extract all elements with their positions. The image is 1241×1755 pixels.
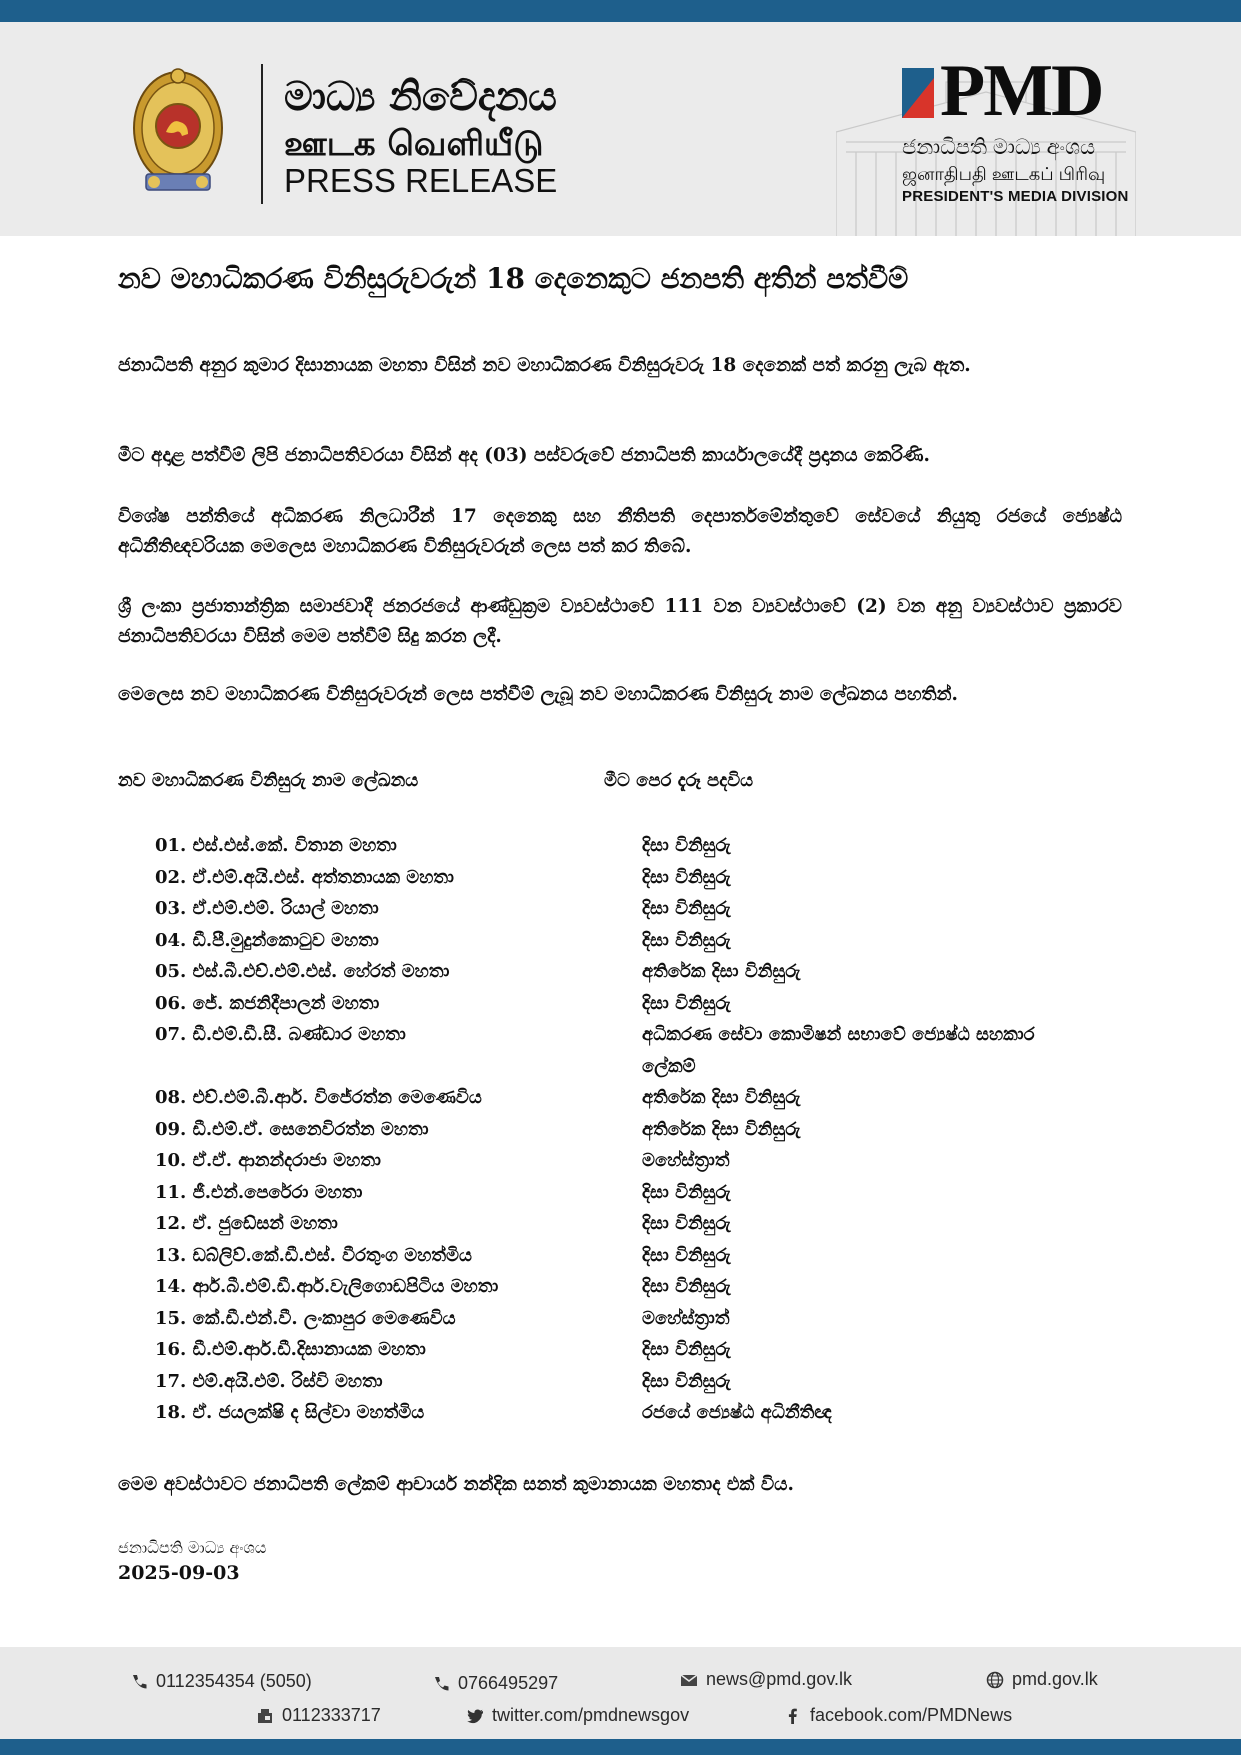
list-item — [0, 1208, 1241, 1240]
phone-icon — [432, 1675, 450, 1693]
judge-list — [0, 830, 1241, 1429]
list-item — [0, 1240, 1241, 1272]
website-text: pmd.gov.lk — [1012, 1669, 1098, 1689]
list-item — [0, 925, 1241, 957]
phone-icon — [130, 1673, 148, 1691]
judge-name: 01. එස්.එස්.කේ. විතාන මහතා — [155, 835, 397, 856]
pmd-name-english: PRESIDENT'S MEDIA DIVISION — [902, 188, 1129, 205]
previous-position: දිසා විනිසුරු — [642, 866, 731, 888]
footer-facebook[interactable] — [784, 1705, 1012, 1726]
twitter-text: twitter.com/pmdnewsgov — [492, 1705, 690, 1725]
judge-name: 18. ඒ. ජයලක්ෂි ද සිල්වා මහත්මිය — [155, 1402, 425, 1423]
judge-name: 12. ඒ. ජුඩේසන් මහතා — [155, 1213, 338, 1234]
list-item — [0, 1334, 1241, 1366]
judge-name: 04. ඩී.පී.මුදුන්කොටුව මහතා — [155, 929, 379, 951]
list-item — [0, 1114, 1241, 1146]
footer-website[interactable] — [986, 1669, 1098, 1690]
judge-name: 10. ඒ.ඒ. ආනන්දරාජා මහතා — [155, 1150, 381, 1171]
list-item — [0, 1397, 1241, 1429]
release-date: 2025-09-03 — [118, 1562, 240, 1584]
previous-position: රජයේ ජ්‍යෙෂ්ඨ අධිනීතිඥ — [642, 1402, 832, 1423]
judge-name: 07. ඩී.එම්.ඩී.සී. බණ්ඩාර මහතා — [155, 1024, 406, 1045]
judge-name: 11. ජී.එන්.පෙරේරා මහතා — [155, 1181, 363, 1203]
previous-position: අතිරේක දිසා විනිසුරු — [642, 1087, 801, 1108]
list-item — [0, 830, 1241, 862]
list-item — [0, 1366, 1241, 1398]
mail-icon — [680, 1671, 698, 1689]
list-item — [0, 1271, 1241, 1303]
footer-twitter[interactable] — [466, 1705, 689, 1726]
header-banner — [0, 22, 1241, 236]
footer-phone-1[interactable] — [130, 1671, 312, 1692]
previous-position: අතිරේක දිසා විනිසුරු — [642, 961, 801, 982]
previous-position: දිසා විනිසුරු — [642, 1276, 731, 1297]
judge-name: 15. කේ.ඩී.එන්.වී. ලංකාපුර මෙණෙවිය — [155, 1307, 456, 1329]
footer-fax[interactable] — [256, 1705, 381, 1726]
header-divider — [261, 64, 263, 204]
paragraph-5: මෙලෙස නව මහාධිකරණ විනිසුරුවරුන් ලෙස පත්වීම් ලැබූ නව මහාධිකරණ විනිසුරු නාම ලේඛනය පහතින්. — [118, 684, 958, 705]
list-item — [0, 1177, 1241, 1209]
pmd-name-sinhala: ජනාධිපති මාධ්‍ය අංශය — [902, 136, 1096, 159]
judge-name: 13. ඩබ්ලිව්.කේ.ඩී.එස්. වීරතුංග මහත්මිය — [155, 1244, 472, 1266]
list-item — [0, 988, 1241, 1020]
facebook-icon — [784, 1707, 802, 1725]
press-release-english: PRESS RELEASE — [284, 162, 558, 199]
fax-text: 0112333717 — [282, 1705, 381, 1725]
previous-position: අධිකරණ සේවා කොමිෂන් සභාවේ ජ්‍යෙෂ්ඨ සහකාර ලේකම් — [642, 1024, 1035, 1077]
bottom-accent-bar — [0, 1739, 1241, 1755]
list-header-name: නව මහාධිකරණ විනිසුරු නාම ලේඛනය — [118, 770, 419, 791]
footer-phone-2[interactable] — [432, 1673, 558, 1694]
previous-position: දිසා විනිසුරු — [642, 1213, 731, 1234]
phone-1-text: 0112354354 (5050) — [156, 1671, 312, 1691]
judge-name: 08. එච්.එම්.බී.ආර්. විජේරත්න මෙණෙවිය — [155, 1087, 482, 1108]
list-item — [0, 1145, 1241, 1177]
previous-position: දිසා විනිසුරු — [642, 1244, 731, 1266]
list-header-position: මීට පෙර දැරූ පදවිය — [604, 770, 754, 791]
previous-position: දිසා විනිසුරු — [642, 992, 731, 1014]
pmd-name-tamil: ஜனாதிபதி ஊடகப் பிரிவு — [902, 164, 1106, 184]
fax-icon — [256, 1707, 274, 1725]
email-text: news@pmd.gov.lk — [706, 1669, 852, 1689]
judge-name: 16. ඩී.එම්.ආර්.ඩී.දිසානායක මහතා — [155, 1339, 426, 1360]
pmd-logo-text: PMD — [940, 50, 1103, 132]
twitter-icon — [466, 1707, 484, 1725]
previous-position: අතිරේක දිසා විනිසුරු — [642, 1118, 801, 1140]
list-item — [0, 862, 1241, 894]
judge-name: 17. එම්.අයි.එම්. රිස්වි මහතා — [155, 1370, 383, 1392]
page-title: නව මහාධිකරණ විනිසුරුවරුන් 18 දෙනෙකුට ජනපති අතින් පත්වීම් — [118, 262, 909, 295]
judge-name: 14. ආර්.බී.එම්.ඩී.ආර්.වැලිගොඩපිටිය මහතා — [155, 1276, 499, 1297]
signature-org: ජනාධිපති මාධ්‍ය අංශය — [118, 1538, 267, 1557]
facebook-text: facebook.com/PMDNews — [810, 1705, 1013, 1725]
pmd-logo — [902, 50, 1142, 134]
previous-position: දිසා විනිසුරු — [642, 1339, 731, 1360]
paragraph-4: ශ්‍රී ලංකා ප්‍රජාතාන්ත්‍රික සමාජවාදී ජනරජයේ ආණ්ඩුක්‍රම ව්‍යවස්ථාවේ 111 වන ව්‍යවස්ථාවේ (2) වන අනු ව්‍යවස්ථාව ප්‍රකාරව ජනාධිපතිවරයා විසින් මෙම පත්වීම් සිදු කරන ලදී. — [118, 596, 1122, 647]
list-item — [0, 956, 1241, 988]
list-item — [0, 893, 1241, 925]
list-item — [0, 1082, 1241, 1114]
previous-position: දිසා විනිසුරු — [642, 898, 731, 919]
judge-name: 02. ඒ.එම්.අයි.එස්. අත්තනායක මහතා — [155, 866, 454, 888]
national-emblem-icon — [130, 62, 226, 202]
previous-position: දිසා විනිසුරු — [642, 1370, 731, 1392]
top-accent-bar — [0, 0, 1241, 22]
previous-position: මහේස්ත්‍රාත් — [642, 1150, 730, 1171]
list-item — [0, 1303, 1241, 1335]
press-release-sinhala: මාධ්‍ය නිවේදනය — [284, 74, 557, 120]
press-release-tamil: ஊடக வெளியீடு — [284, 124, 544, 164]
judge-name: 06. ජේ. කජනිදීපාලන් මහතා — [155, 992, 380, 1014]
footer-contacts — [0, 1647, 1241, 1739]
paragraph-1: ජනාධිපති අනුර කුමාර දිසානායක මහතා විසින් නව මහාධිකරණ විනිසුරුවරු 18 දෙනෙක් පත් කරනු ලැබ ඇත. — [118, 355, 971, 376]
globe-icon — [986, 1671, 1004, 1689]
closing-paragraph: මෙම අවස්ථාවට ජනාධිපති ලේකම් ආචාර්ය නන්දික සනත් කුමානායක මහතාද එක් විය. — [118, 1474, 794, 1495]
pmd-logo-mark-icon — [902, 68, 934, 118]
previous-position: දිසා විනිසුරු — [642, 835, 731, 856]
previous-position: දිසා විනිසුරු — [642, 1181, 731, 1203]
judge-name: 09. ඩී.එම්.ඒ. සෙනෙවිරත්න මහතා — [155, 1118, 429, 1140]
judge-name: 03. ඒ.එම්.එම්. රියාල් මහතා — [155, 898, 379, 919]
previous-position: දිසා විනිසුරු — [642, 929, 731, 951]
previous-position: මහේස්ත්‍රාත් — [642, 1307, 730, 1329]
paragraph-3: විශේෂ පන්තියේ අධිකරණ නිලධාරීන් 17 දෙනෙකු සහ නීතිපති දෙපාර්තමේන්තුවේ සේවයේ නියුතු රජයේ ජ්‍යෙෂ්ඨ අධිනීතිඥවරියක මෙලෙස මහාධිකරණ විනිසුරුවරුන් ලෙස පත් කර තිබේ. — [118, 506, 1122, 557]
footer-email[interactable] — [680, 1669, 852, 1690]
judge-name: 05. එස්.බී.එච්.එම්.එස්. හේරත් මහතා — [155, 961, 450, 982]
paragraph-2: මීට අදාළ පත්වීම් ලිපි ජනාධිපතිවරයා විසින් අද (03) පස්වරුවේ ජනාධිපති කාර්යාලයේදී ප්‍රදානය කෙරිණි. — [118, 445, 931, 466]
phone-2-text: 0766495297 — [458, 1673, 559, 1693]
list-item — [0, 1019, 1241, 1082]
